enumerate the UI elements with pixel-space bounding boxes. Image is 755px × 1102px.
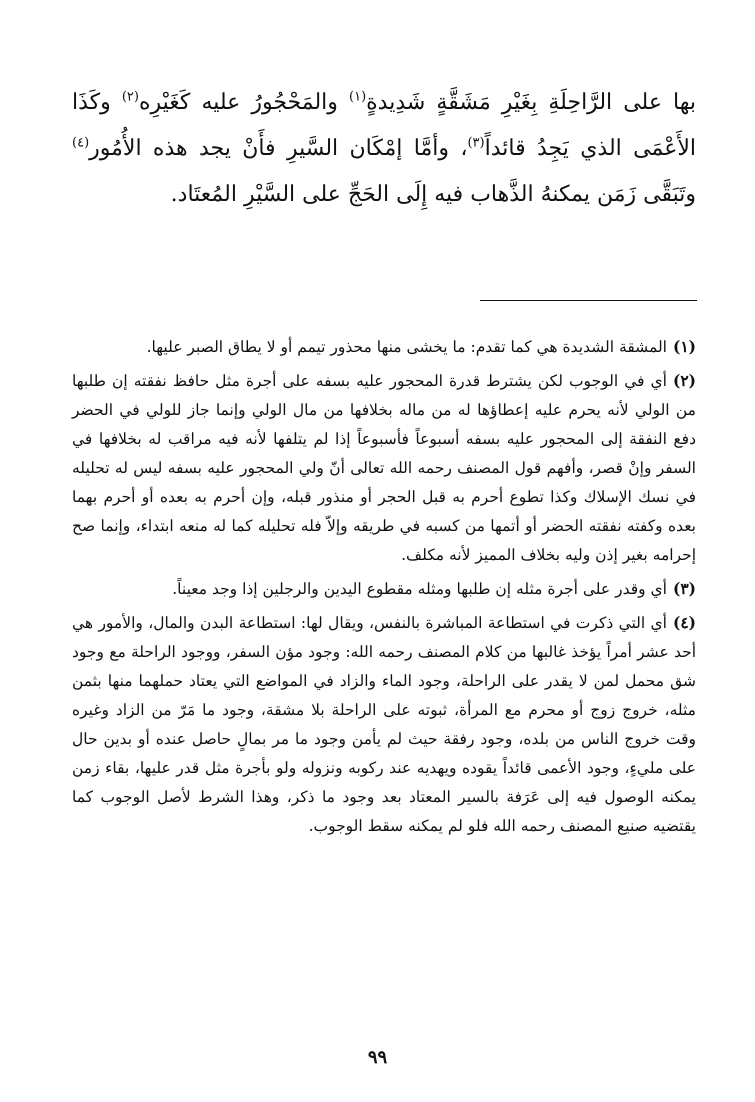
footnote-text: أي في الوجوب لكن يشترط قدرة المحجور عليه بسفه على أجرة مثل حافظ نفقته إن طلبها من الولي لأنه يحرم عليه إعطاؤها له من ماله بخلافها من مال الولي وإنما جاز للولي في الحضر دفع النفقة إلى المحجور عليه بسفه أسبوعاً فأسبوعاً إذا لم يتلفها لأنه فيه مراقب له بخلافها في السفر وإنْ قصر، وأفهم قول المصنف رحمه الله تعالى أنّ ولي المحجور عليه بسفه ليس له تحليله في نسك الإسلاك وكذا تطوع أحرم به قبل الحجر أو منذور قبله، وإن أحرم به بعده أو أحرم بهما بعده وكفته نفقته الحضر أو أتمها من كسبه في طريقه وإلاّ فله تحليله كما له منعه ابتداء، وإنما صح إحرامه بغير إذن وليه بخلاف المميز لأنه مكلف. <box>72 372 696 564</box>
footnote-ref-4: (٤) <box>72 135 90 151</box>
main-text-block <box>72 80 696 218</box>
footnote-2 <box>72 366 696 570</box>
main-segment: بها على الرَّاحِلَةِ بِغَيْرِ مَشَقَّةٍ شَدِيدةٍ <box>366 90 696 115</box>
footnote-marker: (٤) <box>672 613 696 632</box>
footnote-divider <box>480 300 697 301</box>
footnote-1 <box>72 332 696 362</box>
footnote-marker: (١) <box>672 337 696 356</box>
footnotes-section <box>72 332 696 845</box>
footnote-marker: (٢) <box>672 371 696 390</box>
main-segment: وتَبَقَّى زَمَن يمكنهُ الذَّهاب فيه إِلَى الحَجِّ على السَّيْرِ المُعتَاد. <box>170 182 696 207</box>
footnote-marker: (٣) <box>672 579 696 598</box>
main-segment: ، وأمَّا إمْكَان السَّيرِ فأَنْ يجد هذه الأُمُور <box>89 136 468 161</box>
footnote-ref-1: (١) <box>349 89 367 105</box>
footnote-3 <box>72 574 696 604</box>
footnote-ref-2: (٢) <box>121 89 139 105</box>
main-segment: وكَذَا الأَعْمَى الذي يَجِدُ قائداً <box>72 90 696 161</box>
page-number: ٩٩ <box>367 1047 388 1068</box>
footnote-4 <box>72 608 696 841</box>
footnote-ref-3: (٣) <box>467 135 485 151</box>
footnote-text: المشقة الشديدة هي كما تقدم: ما يخشى منها محذور تيمم أو لا يطاق الصبر عليها. <box>146 338 667 356</box>
main-paragraph <box>72 80 696 218</box>
main-segment: والمَحْجُورُ عليه كَغَيْرِه <box>138 90 349 115</box>
footnote-text: أي وقدر على أجرة مثله إن طلبها ومثله مقطوع اليدين والرجلين إذا وجد معيناً. <box>172 580 667 598</box>
footnote-text: أي التي ذكرت في استطاعة المباشرة بالنفس، ويقال لها: استطاعة البدن والمال، والأمور هي أحد عشر أمراً يؤخذ غالبها من كلام المصنف رحمه الله: وجود مؤن السفر، ووجود الراحلة مع وجود شق محمل لمن لا يقدر على الراحلة، وجود الماء والزاد في المواضع التي يعتاد حملهما منها بثمن مثله، خروج زوج أو محرم مع المرأة، ثبوته على الراحلة بلا مشقة، وجود ما مَرّ من الزاد وغيره وقت خروج الناس من بلده، وجود رفقة حيث لم يأمن وجود ما مر بمالٍ حاصل عنده أو بدين حال على مليءٍ، وجود الأعمى قائداً يقوده ويهديه عند ركوبه ونزوله ولو بأجرة مثل قدر عليها، بقاء زمن يمكنه الوصول فيه إلى عَرَفة بالسير المعتاد بعد وجود ما ذكر، وهذا الشرط لأصل الوجوب كما يقتضيه صنيع المصنف رحمه الله فلو لم يمكنه سقط الوجوب. <box>72 614 696 835</box>
